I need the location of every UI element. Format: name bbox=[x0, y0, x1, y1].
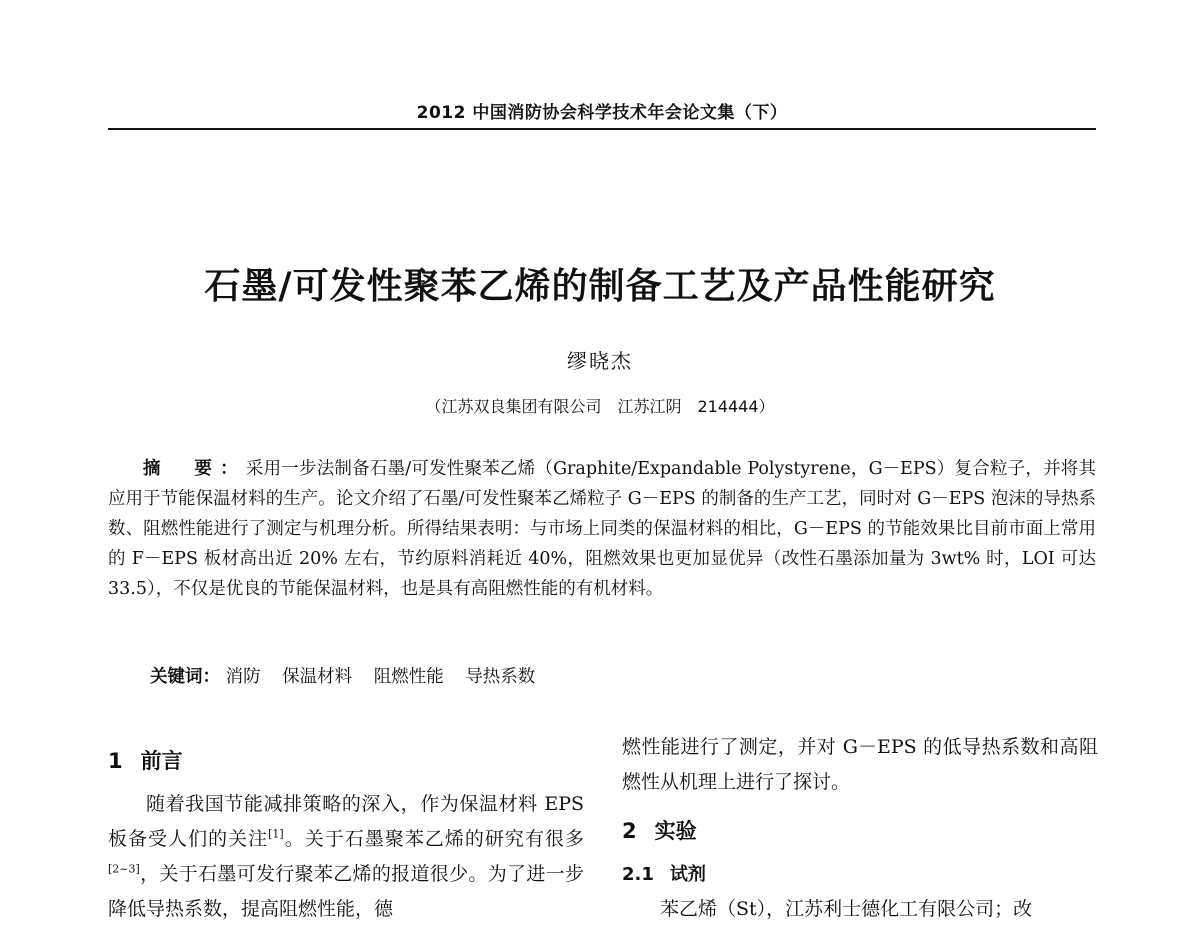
abstract-text: 采用一步法制备石墨/可发性聚苯乙烯（Graphite/Expandable Polystyrene，G－EPS）复合粒子，并将其应用于节能保温材料的生产。论文介绍了石墨/可发性聚苯乙烯粒子 G－EPS 的制备的生产工艺，同时对 G－EPS 泡沫的导热系数、阻燃性能进行了测定与机理分析。所得结果表明：与市场上同类的保温材料的相比，G－EPS 的节能效果比目前市面上常用的 F－EPS 板材高出近 20% 左右，节约原料消耗近 40%，阻燃效果也更加显优异（改性石墨添加量为 3wt% 时，LOI 可达 33.5），不仅是优良的节能保温材料，也是具有高阻燃性能的有机材料。 bbox=[108, 459, 1096, 599]
subsection-number: 2.1 bbox=[622, 864, 654, 885]
running-head: 2012 中国消防协会科学技术年会论文集（下） bbox=[416, 103, 788, 123]
section-title: 实验 bbox=[654, 819, 697, 843]
section-number: 2 bbox=[622, 819, 637, 843]
subsection-title: 试剂 bbox=[669, 864, 706, 885]
right-column bbox=[622, 730, 1098, 927]
subsection-heading-2-1 bbox=[622, 857, 1098, 892]
paragraph-text: ，关于石墨可发行聚苯乙烯的报道很少。为了进一步降低导热系数，提高阻燃性能，德 bbox=[108, 863, 584, 920]
section-heading-2 bbox=[622, 814, 1098, 849]
left-column bbox=[108, 730, 584, 927]
keywords bbox=[150, 662, 1090, 692]
header-rule bbox=[108, 128, 1096, 130]
keyword: 阻燃性能 bbox=[373, 667, 444, 687]
section-heading-1 bbox=[108, 744, 584, 779]
keyword: 导热系数 bbox=[465, 667, 536, 687]
section-title: 前言 bbox=[140, 749, 183, 773]
body-paragraph: 燃性能进行了测定，并对 G－EPS 的低导热系数和高阻燃性从机理上进行了探讨。 bbox=[622, 736, 1098, 793]
paragraph-text: 随着我国节能减排策略的深入，作为保温材料 EPS 板备受人们的关注 bbox=[108, 793, 584, 850]
paper-title: 石墨/可发性聚苯乙烯的制备工艺及产品性能研究 bbox=[204, 265, 996, 307]
section-number: 1 bbox=[108, 749, 123, 773]
citation: [2~3] bbox=[108, 862, 140, 876]
affiliation: （江苏双良集团有限公司 江苏江阴 214444） bbox=[425, 397, 775, 416]
citation: [1] bbox=[268, 827, 284, 841]
keywords-label: 关键词： bbox=[150, 667, 220, 687]
paragraph-text: 。关于石墨聚苯乙烯的研究有很多 bbox=[283, 828, 584, 850]
keyword: 保温材料 bbox=[282, 667, 353, 687]
author: 缪晓杰 bbox=[567, 349, 633, 373]
keyword: 消防 bbox=[225, 667, 261, 687]
body-paragraph: 苯乙烯（St），江苏利士德化工有限公司；改 bbox=[660, 898, 1033, 920]
body-paragraph bbox=[108, 787, 584, 927]
abstract bbox=[108, 454, 1096, 604]
abstract-label: 摘 要： bbox=[143, 459, 246, 479]
